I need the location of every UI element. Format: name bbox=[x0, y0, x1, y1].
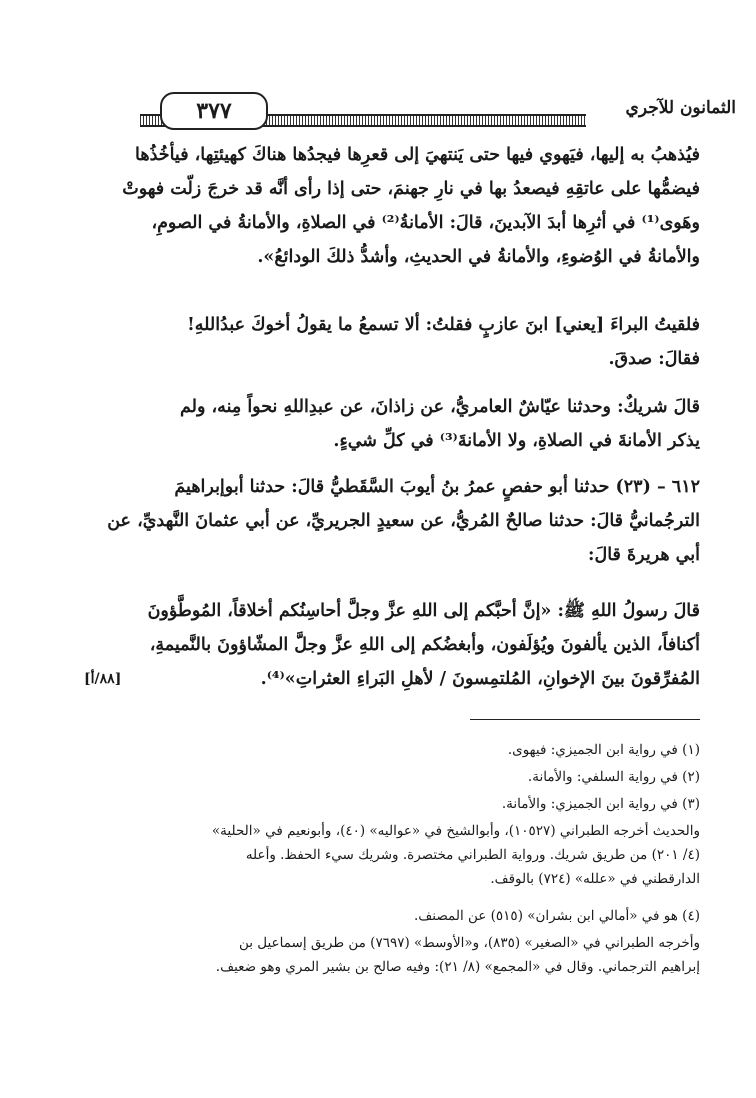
footnote-4-takhrij: وأخرجه الطبراني في «الصغير» (٨٣٥)، و«الأوسط» (٧٦٩٧) من طريق إسماعيل بن إبراهيم الترجماني. وقال في «المجمع» (٨/ ٢١): وفيه صالح بن بشير المري وهو ضعيف. bbox=[215, 935, 700, 975]
body-paragraph-3: قالَ شريكٌ: وحدثنا عيّاشٌ العامريُّ، عن زاذانَ، عن عبدِاللهِ نحواً مِنه، ولم يذكر الأمانةَ في الصلاةِ، ولا الأمانةَ⁽³⁾ في كلِّ شيءٍ. bbox=[180, 397, 700, 451]
footnote-3-takhrij: والحديث أخرجه الطبراني (١٠٥٢٧)، وأبوالشيخ في «عواليه» (٤٠)، وأبونعيم في «الحلية» (٤/ ٢٠١) من طريق شريك. ورواية الطبراني مختصرة. وشريك سيء الحفظ. وأعله الدارقطني في «علله» (٧٢٤) بالوقف. bbox=[211, 823, 700, 887]
footnote-4: (٤) هو في «أمالي ابن بشران» (٥١٥) عن المصنف. bbox=[414, 908, 700, 924]
footnote-3: (٣) في رواية ابن الجميزي: والأمانة. bbox=[501, 796, 700, 812]
body-paragraph-1: فيُذهبُ به إليها، فيَهوي فيها حتى يَنتهيَ إلى قعرِها فيجدُها هناكَ كهيئتِها، فيأخُذُها فيضمُّها على عاتقِهِ فيصعدُ بها في نارِ جهنمَ، حتى إذا رأى أنَّه قد خرجَ زلّت فهوتْ وهَوى⁽¹⁾ في أثرِها أبدَ الآبدينَ، قالَ: الأمانةُ⁽²⁾ في الصلاةِ، والأمانةُ في الصومِ، والأمانةُ في الوُضوءِ، والأمانةُ في الحديثِ، وأشدُّ ذلكَ الودائعُ». bbox=[122, 145, 700, 267]
hadith-isnad: ٦١٢ – (٢٣) حدثنا أبو حفصٍ عمرُ بنُ أيوبَ السَّقَطيُّ قالَ: حدثنا أبوإبراهيمَ الترجُمانيُّ قالَ: حدثنا صالحٌ المُريُّ، عن سعيدٍ الجريريِّ، عن أبي عثمانَ النَّهديِّ، عن أبي هريرةَ قالَ: bbox=[107, 477, 700, 565]
manuscript-folio-note: [٨٨/أ] bbox=[84, 671, 122, 687]
book-title: الثمانون للآجري bbox=[625, 98, 736, 118]
page-number: ٣٧٧ bbox=[160, 92, 268, 130]
page-header bbox=[140, 96, 736, 132]
footnote-1: (١) في رواية ابن الجميزي: فيهوى. bbox=[507, 742, 700, 758]
hadith-matn: قالَ رسولُ اللهِ ﷺ: «إنَّ أحبَّكم إلى اللهِ عزَّ وجلَّ أحاسِنُكم أخلاقاً، المُوطَّؤونَ أكنافاً، الذين يألفونَ ويُؤلَفون، وأبغضُكم إلى اللهِ عزَّ وجلَّ المشّاؤونَ بالنَّميمةِ، المُفرِّقونَ بينَ الإخوانِ، المُلتمِسونَ / لأهلِ البَراءِ العثراتِ»⁽⁴⁾. bbox=[147, 601, 700, 689]
footnote-2: (٢) في رواية السلفي: والأمانة. bbox=[527, 769, 700, 785]
footnote-separator bbox=[470, 719, 700, 720]
body-paragraph-2: فلقيتُ البراءَ [يعني] ابنَ عازبٍ فقلتُ: ألا تسمعُ ما يقولُ أخوكَ عبدُاللهِ! فقالَ: صدقَ. bbox=[187, 315, 700, 369]
